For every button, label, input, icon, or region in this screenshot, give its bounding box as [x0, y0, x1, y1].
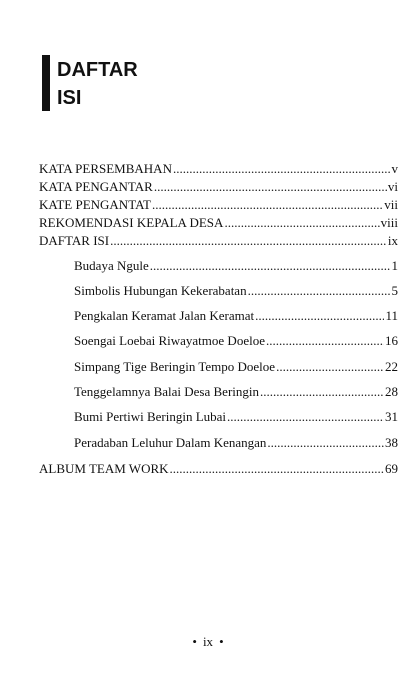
footer-bullet-left: • — [192, 634, 197, 649]
toc-subentry[interactable] — [74, 434, 398, 452]
toc-entry-title: KATA PERSEMBAHAN — [39, 161, 172, 176]
toc-subentry[interactable] — [74, 408, 398, 426]
toc-entry-page: ix — [387, 233, 398, 248]
toc-entry-title: Budaya Ngule — [74, 258, 149, 273]
toc-subentry[interactable] — [74, 282, 398, 300]
toc-entry-page: 69 — [385, 461, 398, 476]
heading-title — [57, 56, 138, 112]
toc-entry-title: KATA PENGANTAR — [39, 179, 153, 194]
toc-leader-dots — [224, 214, 379, 232]
toc-leader-dots — [227, 408, 384, 426]
toc-leader-dots — [154, 178, 387, 196]
toc-entry-title: Simpang Tige Beringin Tempo Doeloe — [74, 359, 276, 374]
toc-leader-dots — [255, 307, 384, 325]
toc-entry-title: ALBUM TEAM WORK — [39, 461, 169, 476]
toc-leader-dots — [266, 332, 384, 350]
toc-entry[interactable] — [39, 196, 398, 214]
toc-entry[interactable] — [39, 460, 398, 478]
toc-entry-page: 5 — [391, 283, 398, 298]
heading-line-1: DAFTAR — [57, 59, 138, 81]
footer-bullet-right: • — [219, 634, 224, 649]
toc-subentry[interactable] — [74, 358, 398, 376]
toc-entry-title: REKOMENDASI KEPALA DESA — [39, 215, 224, 230]
toc-entry-title: Peradaban Leluhur Dalam Kenangan — [74, 435, 267, 450]
toc-entry-page: 22 — [385, 359, 398, 374]
toc-entry-page: 11 — [385, 308, 398, 323]
toc-entry-title: Pengkalan Keramat Jalan Keramat — [74, 308, 255, 323]
toc-leader-dots — [276, 358, 384, 376]
toc-leader-dots — [152, 196, 383, 214]
toc-entry[interactable] — [39, 214, 398, 232]
toc-entry-page: 1 — [391, 258, 398, 273]
toc-entry-title: Simbolis Hubungan Kekerabatan — [74, 283, 247, 298]
toc-entry-page: 16 — [385, 333, 398, 348]
toc-entry-title: DAFTAR ISI — [39, 233, 110, 248]
toc-entry-page: vii — [384, 197, 398, 212]
toc-entry[interactable] — [39, 160, 398, 178]
toc-leader-dots — [260, 383, 384, 401]
footer-page-number: ix — [202, 634, 214, 649]
toc-leader-dots — [150, 257, 391, 275]
toc-entry-title: Tenggelamnya Balai Desa Beringin — [74, 384, 260, 399]
toc-leader-dots — [110, 232, 387, 250]
toc-leader-dots — [267, 434, 384, 452]
toc-entry-page: 38 — [385, 435, 398, 450]
toc-subentry[interactable] — [74, 383, 398, 401]
toc-entry-page: vi — [387, 179, 398, 194]
toc-subentry[interactable] — [74, 307, 398, 325]
heading-line-2: ISI — [57, 87, 82, 109]
heading-accent-bar — [42, 55, 50, 111]
toc-entry-page: 28 — [385, 384, 398, 399]
toc-entry[interactable] — [39, 232, 398, 250]
toc-leader-dots — [248, 282, 391, 300]
toc-leader-dots — [173, 160, 391, 178]
toc-subentry[interactable] — [74, 257, 398, 275]
toc-subentry[interactable] — [74, 332, 398, 350]
toc-entry-title: Bumi Pertiwi Beringin Lubai — [74, 409, 227, 424]
toc-leader-dots — [170, 460, 384, 478]
toc-entry-page: v — [391, 161, 398, 176]
toc-entry[interactable] — [39, 178, 398, 196]
toc-entry-page: viii — [380, 215, 398, 230]
toc-entry-page: 31 — [385, 409, 398, 424]
toc-entry-title: Soengai Loebai Riwayatmoe Doeloe — [74, 333, 265, 348]
toc-entry-title: KATE PENGANTAT — [39, 197, 151, 212]
page-footer — [0, 634, 416, 650]
